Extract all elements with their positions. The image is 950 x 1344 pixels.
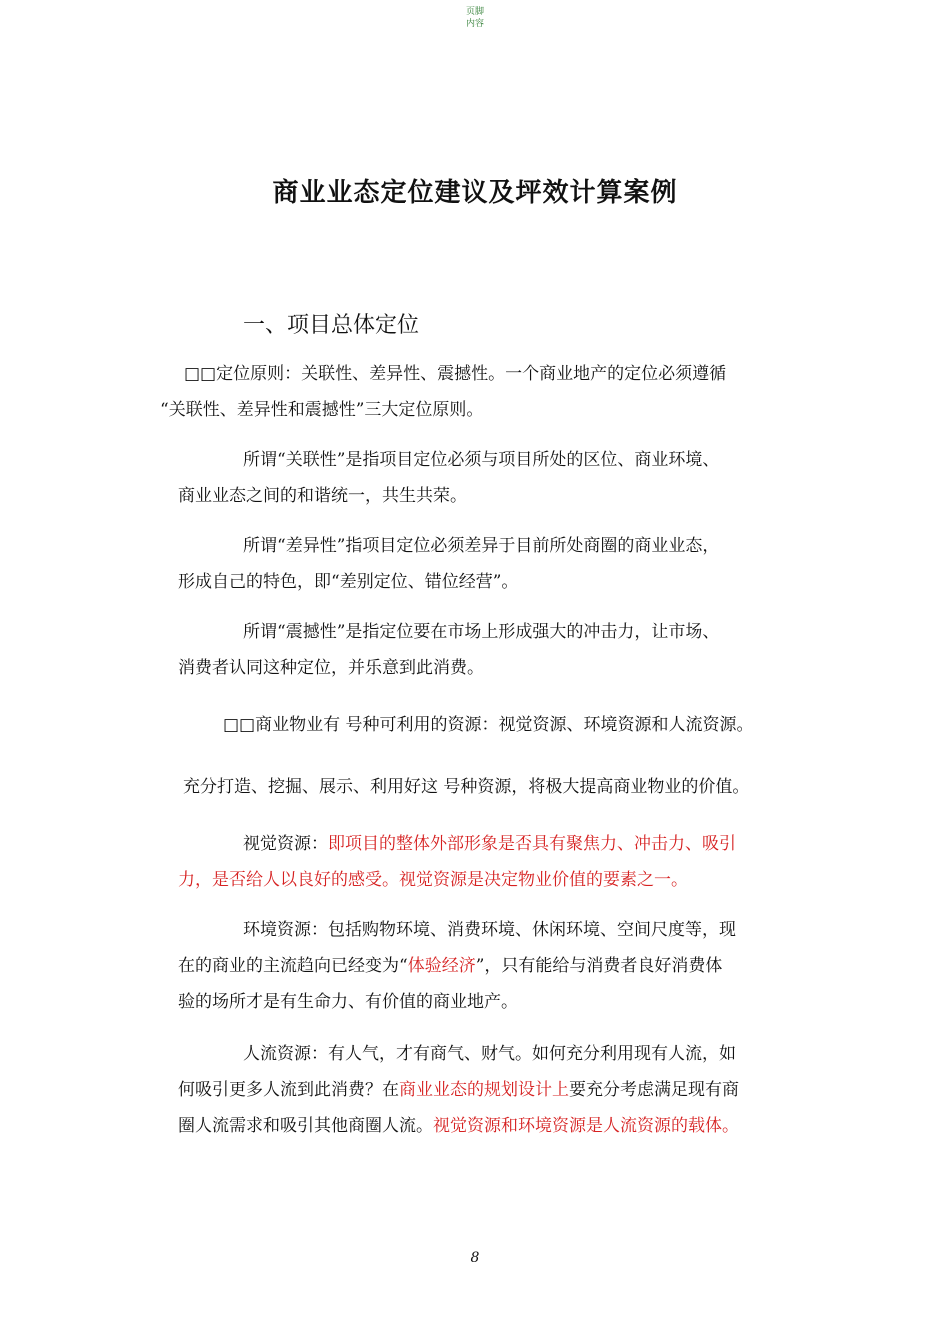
environment-line-3: 验的场所才是有生命力、有价值的商业地产。: [178, 992, 518, 1012]
people-line-2: [178, 1072, 739, 1108]
document-title: 商业业态定位建议及坪效计算案例: [272, 178, 678, 208]
environment-paragraph: [178, 912, 736, 1020]
principle-paragraph: [160, 356, 727, 428]
shock-line-1: 所谓“震撼性”是指定位要在市场上形成强大的冲击力，让市场、: [243, 622, 720, 642]
environment-line-2: [178, 948, 736, 984]
checkbox-glyph: □□: [184, 364, 217, 384]
checkbox-glyph: □□: [223, 715, 256, 735]
people-text-post: 要充分考虑满足现有商: [569, 1080, 739, 1100]
visual-highlight-2: 力，是否给人以良好的感受。视觉资源是决定物业价值的要素之一。: [178, 870, 688, 890]
difference-paragraph: [178, 528, 719, 600]
shock-line-2: 消费者认同这种定位，并乐意到此消费。: [178, 658, 484, 678]
principle-line-1: [184, 356, 726, 392]
resources-text-1: 商业物业有 号种可利用的资源：视觉资源、环境资源和人流资源。: [255, 715, 754, 735]
header-line-2: 内容: [465, 19, 484, 29]
page-header: [0, 6, 950, 30]
people-line-3: [178, 1108, 739, 1144]
visual-label: 视觉资源：: [243, 834, 328, 854]
principle-text-1: 定位原则：关联性、差异性、震撼性。一个商业地产的定位必须遵循: [216, 364, 727, 384]
people-highlight-1: 商业业态的规划设计上: [399, 1080, 569, 1100]
section-heading: 一、项目总体定位: [243, 313, 420, 338]
visual-line-1: [178, 826, 736, 862]
relevance-line-2: 商业业态之间的和谐统一，共生共荣。: [178, 486, 467, 506]
principle-line-2: “关联性、差异性和震撼性”三大定位原则。: [160, 400, 484, 420]
people-text-pre: 何吸引更多人流到此消费？在: [178, 1080, 399, 1100]
header-line-1: 页脚: [465, 7, 484, 17]
relevance-paragraph: [178, 442, 719, 514]
shock-paragraph: [178, 614, 719, 686]
people-paragraph: [178, 1036, 739, 1144]
relevance-line-1: 所谓“关联性”是指项目定位必须与项目所处的区位、商业环境、: [243, 450, 720, 470]
resources-line-1: [223, 707, 754, 743]
environment-text-post: ”，只有能给与消费者良好消费体: [475, 956, 723, 976]
visual-paragraph: [178, 826, 736, 898]
resources-line-2: 充分打造、挖掘、展示、利用好这 号种资源，将极大提高商业物业的价值。: [183, 777, 750, 797]
difference-line-1: 所谓“差异性”指项目定位必须差异于目前所处商圈的商业业态，: [243, 536, 720, 556]
visual-highlight-1: 即项目的整体外部形象是否具有聚焦力、冲击力、吸引: [328, 834, 736, 854]
environment-line-1: 环境资源：包括购物环境、消费环境、休闲环境、空间尺度等，现: [243, 920, 736, 940]
people-highlight-2: 视觉资源和环境资源是人流资源的载体。: [433, 1116, 739, 1136]
people-text-3: 圈人流需求和吸引其他商圈人流。: [178, 1116, 433, 1136]
environment-highlight: 体验经济: [407, 956, 476, 976]
difference-line-2: 形成自己的特色，即“差别定位、错位经营”。: [178, 572, 519, 592]
page-number: 8: [470, 1250, 480, 1266]
people-line-1: 人流资源：有人气，才有商气、财气。如何充分利用现有人流，如: [243, 1044, 736, 1064]
environment-text-pre: 在的商业的主流趋向已经变为“: [178, 956, 408, 976]
